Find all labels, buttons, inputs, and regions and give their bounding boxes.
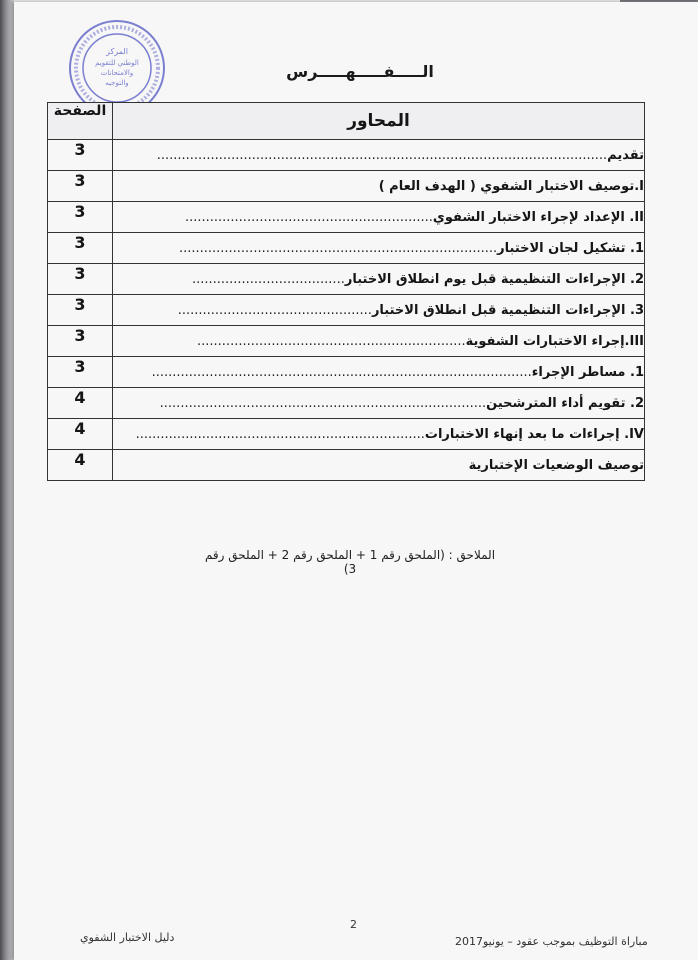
leader-dots: ............................................................................................................. — [156, 147, 608, 163]
page-number: 4 — [48, 450, 113, 481]
page-number: 3 — [48, 171, 113, 202]
page-number: 4 — [48, 419, 113, 450]
table-row — [48, 264, 645, 295]
table-row — [48, 202, 645, 233]
table-row — [48, 295, 645, 326]
leader-dots: ...................................................................... — [135, 426, 425, 442]
page-number: 3 — [48, 295, 113, 326]
stamp-line-1: المركز — [106, 47, 128, 56]
entry-text: I.توصيف الاختبار الشفوي ( الهدف العام ) — [378, 178, 644, 194]
leader-dots: ............................................... — [177, 302, 372, 318]
table-row — [48, 357, 645, 388]
page-number: 3 — [48, 233, 113, 264]
entry-text: 2. تقويم أداء المترشحين — [486, 395, 644, 411]
toc-entry — [113, 326, 645, 357]
stamp-inner-ring — [83, 34, 151, 102]
leader-dots: ............................................................................. — [178, 240, 498, 256]
toc-entry — [113, 202, 645, 233]
leader-dots: ..................................... — [191, 271, 345, 287]
table-row — [48, 419, 645, 450]
header-axis: المحاور — [113, 103, 645, 140]
page-number: 3 — [48, 140, 113, 171]
page-number: 4 — [48, 388, 113, 419]
stamp-line-2: الوطني للتقويم — [95, 59, 139, 67]
footer-page-number: 2 — [350, 918, 357, 931]
toc-entry — [113, 264, 645, 295]
page-title: الـــــفـــــهـــــرس — [286, 62, 434, 81]
toc-entry — [113, 419, 645, 450]
entry-text: 2. الإجراءات التنظيمية قبل يوم انطلاق الاختبار — [344, 271, 644, 287]
footer-exam-title: مباراة التوظيف بموجب عقود – يونيو2017 — [455, 935, 648, 948]
toc-entry — [113, 388, 645, 419]
header-page: الصفحة — [48, 103, 113, 140]
table-row — [48, 326, 645, 357]
stamp-line-3: والامتحانات — [100, 69, 134, 77]
toc-entry — [113, 233, 645, 264]
toc-entry — [113, 140, 645, 171]
stamp-ring-lettering — [76, 27, 158, 109]
table-row — [48, 450, 645, 481]
leader-dots: ............................................................................................ — [151, 364, 532, 380]
toc-entry — [113, 357, 645, 388]
entry-text: 1. تشكيل لجان الاختبار — [497, 240, 644, 256]
footer-guide-title: دليل الاختبار الشفوي — [80, 931, 175, 944]
leader-dots: ............................................................................... — [159, 395, 487, 411]
entry-text: 1. مساطر الإجراء — [531, 364, 644, 380]
toc-entry — [113, 450, 645, 481]
table-row — [48, 388, 645, 419]
page-edge-shadow — [0, 0, 14, 960]
leader-dots: ............................................................ — [184, 209, 433, 225]
entry-text: تقديم — [607, 147, 644, 163]
table-of-contents — [47, 102, 645, 481]
page-number: 3 — [48, 357, 113, 388]
table-row — [48, 233, 645, 264]
leader-dots: ................................................................. — [197, 333, 466, 349]
entry-text: III.إجراء الاختبارات الشفوية — [465, 333, 644, 349]
entry-text: IV. إجراءات ما بعد إنهاء الاختبارات — [424, 426, 644, 442]
page-number: 3 — [48, 264, 113, 295]
table-header-row — [48, 103, 645, 140]
stamp-line-4: والتوجيه — [105, 79, 129, 87]
stamp-outer-ring — [70, 21, 164, 115]
annex-note: الملاحق : (الملحق رقم 1 + الملحق رقم 2 + الملحق رقم 3) — [204, 548, 496, 576]
table-row — [48, 171, 645, 202]
page-number: 3 — [48, 326, 113, 357]
entry-text: توصيف الوضعيات الإختبارية — [468, 457, 644, 473]
entry-text: 3. الإجراءات التنظيمية قبل انطلاق الاختبار — [371, 302, 644, 318]
entry-text: II. الإعداد لإجراء الاختبار الشفوي — [432, 209, 644, 225]
toc-entry — [113, 171, 645, 202]
page-number: 3 — [48, 202, 113, 233]
toc-entry — [113, 295, 645, 326]
table-row — [48, 140, 645, 171]
